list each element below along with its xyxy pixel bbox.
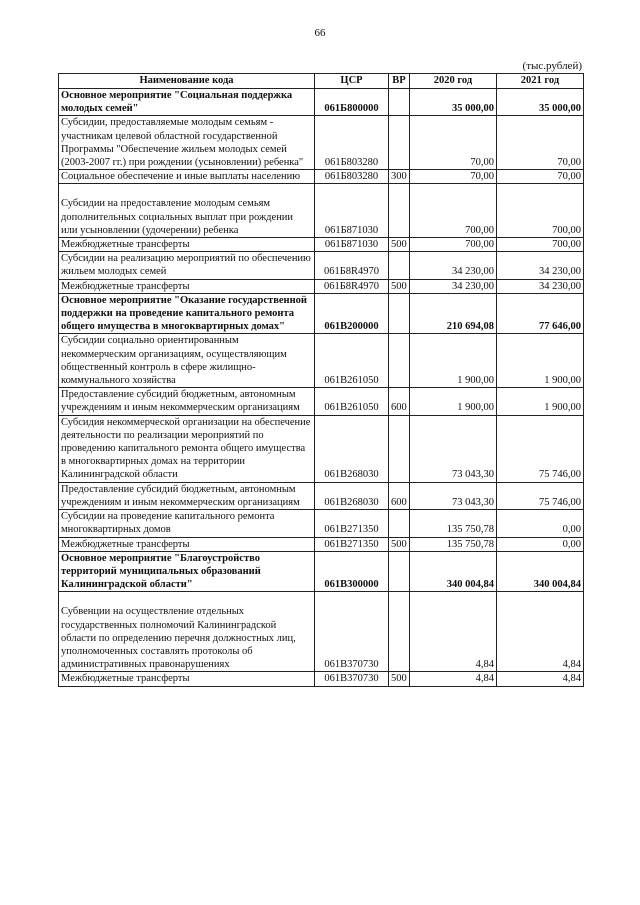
row-name: Основное мероприятие "Оказание государственной поддержки на проведение капитального ремонта общего имущества в многоквартирных домах" [59, 293, 315, 334]
header-name: Наименование кода [59, 74, 315, 89]
row-name: Основное мероприятие "Социальная поддержка молодых семей" [59, 89, 315, 116]
table-row [59, 116, 584, 170]
row-name: Предоставление субсидий бюджетным, автономным учреждениям и иным некоммерческим организациям [59, 388, 315, 415]
table-row [59, 482, 584, 509]
row-2020: 70,00 [410, 170, 497, 184]
row-code: 061Б8R4970 [315, 252, 389, 279]
table-row [59, 592, 584, 672]
header-2020: 2020 год [410, 74, 497, 89]
table-row [59, 415, 584, 482]
table-row [59, 388, 584, 415]
row-2020: 35 000,00 [410, 89, 497, 116]
row-2020: 135 750,78 [410, 537, 497, 551]
row-vr [389, 252, 410, 279]
table-row [59, 510, 584, 537]
row-2021: 70,00 [497, 116, 584, 170]
table-row [59, 252, 584, 279]
row-code: 061В261050 [315, 334, 389, 388]
row-name: Субсидия некоммерческой организации на обеспечение деятельности по реализации мероприятий по проведению капитального ремонта общего имущества в многоквартирных домах на территории Калининградской области [59, 415, 315, 482]
row-code: 061Б800000 [315, 89, 389, 116]
row-vr: 500 [389, 537, 410, 551]
row-2021: 4,84 [497, 672, 584, 686]
row-code: 061В271350 [315, 510, 389, 537]
row-2021: 4,84 [497, 592, 584, 672]
row-code: 061В370730 [315, 592, 389, 672]
row-2021: 35 000,00 [497, 89, 584, 116]
row-2021: 77 646,00 [497, 293, 584, 334]
row-2020: 700,00 [410, 184, 497, 238]
row-2021: 700,00 [497, 184, 584, 238]
row-vr [389, 510, 410, 537]
table-row [59, 279, 584, 293]
row-2020: 340 004,84 [410, 551, 497, 592]
table-header-row [59, 74, 584, 89]
row-2020: 34 230,00 [410, 279, 497, 293]
row-name: Межбюджетные трансферты [59, 279, 315, 293]
row-code: 061Б871030 [315, 184, 389, 238]
row-name: Субсидии на реализацию мероприятий по обеспечению жильем молодых семей [59, 252, 315, 279]
units-note: (тыс.рублей) [522, 60, 582, 72]
row-code: 061Б871030 [315, 238, 389, 252]
row-2020: 4,84 [410, 672, 497, 686]
row-2020: 70,00 [410, 116, 497, 170]
row-vr [389, 551, 410, 592]
row-vr: 500 [389, 238, 410, 252]
row-2020: 4,84 [410, 592, 497, 672]
row-code: 061В271350 [315, 537, 389, 551]
row-code: 061В200000 [315, 293, 389, 334]
row-2021: 0,00 [497, 510, 584, 537]
row-2020: 1 900,00 [410, 388, 497, 415]
row-2020: 73 043,30 [410, 415, 497, 482]
row-name: Межбюджетные трансферты [59, 537, 315, 551]
row-2020: 73 043,30 [410, 482, 497, 509]
row-code: 061В261050 [315, 388, 389, 415]
table-row [59, 334, 584, 388]
row-name: Субсидии, предоставляемые молодым семьям - участникам целевой областной государственной Программы "Обеспечение жильем молодых семей (2003-2007 гг.) при рождении (усыновлении) ребенка" [59, 116, 315, 170]
row-vr [389, 293, 410, 334]
row-2021: 70,00 [497, 170, 584, 184]
row-2020: 700,00 [410, 238, 497, 252]
row-name: Субсидии социально ориентированным некоммерческим организациям, осуществляющим общественный контроль в сфере жилищно-коммунального хозяйства [59, 334, 315, 388]
row-2021: 75 746,00 [497, 482, 584, 509]
table-row [59, 537, 584, 551]
row-code: 061В300000 [315, 551, 389, 592]
row-name: Предоставление субсидий бюджетным, автономным учреждениям и иным некоммерческим организациям [59, 482, 315, 509]
table-row [59, 551, 584, 592]
row-2020: 34 230,00 [410, 252, 497, 279]
row-vr [389, 184, 410, 238]
row-name: Субвенции на осуществление отдельных государственных полномочий Калининградской области по определению перечня должностных лиц, уполномоченных составлять протоколы об административных правонарушениях [59, 592, 315, 672]
page-number: 66 [314, 27, 326, 39]
row-code: 061В268030 [315, 415, 389, 482]
budget-table [58, 73, 584, 687]
row-vr [389, 89, 410, 116]
row-2021: 34 230,00 [497, 252, 584, 279]
row-2021: 0,00 [497, 537, 584, 551]
row-name: Межбюджетные трансферты [59, 238, 315, 252]
table-row [59, 184, 584, 238]
row-code: 061Б803280 [315, 116, 389, 170]
row-name: Социальное обеспечение и иные выплаты населению [59, 170, 315, 184]
table-row [59, 170, 584, 184]
header-code: ЦСР [315, 74, 389, 89]
row-name: Основное мероприятие "Благоустройство территорий муниципальных образований Калининградской области" [59, 551, 315, 592]
header-vr: ВР [389, 74, 410, 89]
table-row [59, 672, 584, 686]
row-2021: 700,00 [497, 238, 584, 252]
table-row [59, 238, 584, 252]
row-vr: 600 [389, 388, 410, 415]
row-vr [389, 415, 410, 482]
row-2020: 1 900,00 [410, 334, 497, 388]
row-vr [389, 334, 410, 388]
row-vr [389, 116, 410, 170]
row-code: 061Б803280 [315, 170, 389, 184]
row-2021: 34 230,00 [497, 279, 584, 293]
row-name: Межбюджетные трансферты [59, 672, 315, 686]
row-2021: 75 746,00 [497, 415, 584, 482]
row-2021: 1 900,00 [497, 388, 584, 415]
row-2020: 135 750,78 [410, 510, 497, 537]
table-row [59, 89, 584, 116]
row-name: Субсидии на проведение капитального ремонта многоквартирных домов [59, 510, 315, 537]
row-code: 061В370730 [315, 672, 389, 686]
row-name: Субсидии на предоставление молодым семьям дополнительных социальных выплат при рождении или усыновлении (удочерении) ребенка [59, 184, 315, 238]
row-code: 061Б8R4970 [315, 279, 389, 293]
header-2021: 2021 год [497, 74, 584, 89]
row-2020: 210 694,08 [410, 293, 497, 334]
row-code: 061В268030 [315, 482, 389, 509]
row-vr: 500 [389, 672, 410, 686]
row-2021: 340 004,84 [497, 551, 584, 592]
row-vr: 300 [389, 170, 410, 184]
row-vr: 500 [389, 279, 410, 293]
row-2021: 1 900,00 [497, 334, 584, 388]
row-vr: 600 [389, 482, 410, 509]
table-row [59, 293, 584, 334]
row-vr [389, 592, 410, 672]
